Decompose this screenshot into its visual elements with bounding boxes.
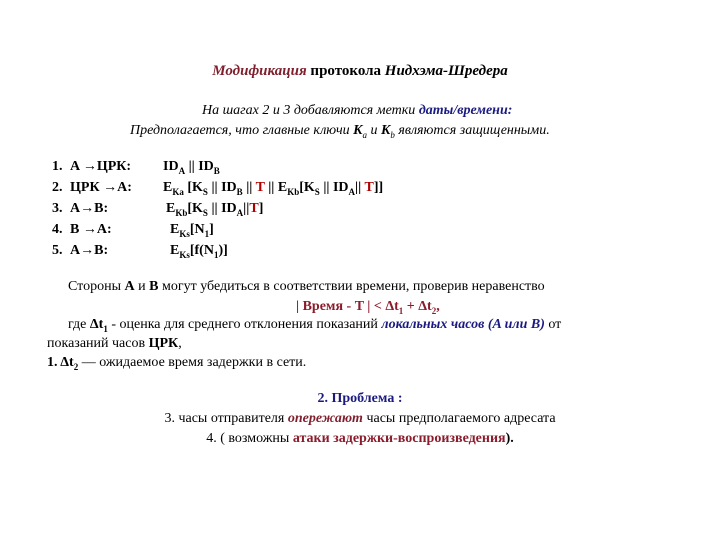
step-number: 5. bbox=[52, 243, 63, 258]
step-number: 3. bbox=[52, 201, 63, 216]
step-label: A→B: bbox=[70, 243, 109, 258]
step-1-message: $ID_A$ || $ID_B$ bbox=[163, 159, 220, 176]
verify-line-3: где $\Delta t_1$ - оценка для среднего отклонения показаний локальных часов (A или B) от bbox=[68, 317, 562, 334]
step-number: 1. bbox=[52, 159, 63, 174]
title-protocol: протокола bbox=[306, 63, 385, 79]
step-label: ЦРК →A: bbox=[70, 180, 132, 195]
intro-line-1: На шагах 2 и 3 добавляются метки даты/времени: bbox=[202, 103, 513, 118]
problem-line-2: 4. ( возможны атаки задержки-воспроизведения). bbox=[206, 431, 514, 446]
step-number: 2. bbox=[52, 180, 63, 195]
verify-line-5: 1. $\Delta t_2$ — ожидаемое время задержки в сети. bbox=[47, 355, 307, 372]
step-label: B →A: bbox=[70, 222, 112, 237]
verify-line-4: показаний часов ЦРК, bbox=[47, 336, 182, 351]
step-2-message: $E_{Ka}$ [$K_S$ || $ID_B$ || T || $E_{Kb}[K_S$ || $ID_A||$ T]] bbox=[163, 180, 384, 197]
step-3-message: $E_{Kb}[K_S$ || $ID_A||T$] bbox=[166, 201, 264, 218]
intro-line-2: Предполагается, что главные ключи $K_a$ и $K_b$ являются защищенными. bbox=[130, 123, 550, 140]
problem-heading: 2. Проблема : bbox=[317, 391, 403, 406]
title-name: Нидхэма-Шредера bbox=[384, 63, 508, 79]
step-label: A→B: bbox=[70, 201, 109, 216]
problem-line-1: 3. часы отправителя опережают часы предполагаемого адресата bbox=[164, 411, 556, 426]
step-4-message: $E_{Ks}[N_1]$ bbox=[170, 222, 214, 239]
inequality: | Время - T | < $\Delta t_1 + \Delta t_2$, bbox=[296, 299, 440, 316]
step-number: 4. bbox=[52, 222, 63, 237]
title-modification: Модификация bbox=[212, 63, 307, 79]
step-label: A →ЦРК: bbox=[70, 159, 132, 174]
verify-line-1: Стороны A и B могут убедиться в соответствии времени, проверив неравенство bbox=[68, 279, 545, 294]
step-5-message: $E_{Ks}[f(N_1)]$ bbox=[170, 243, 228, 260]
page-title bbox=[0, 63, 720, 80]
